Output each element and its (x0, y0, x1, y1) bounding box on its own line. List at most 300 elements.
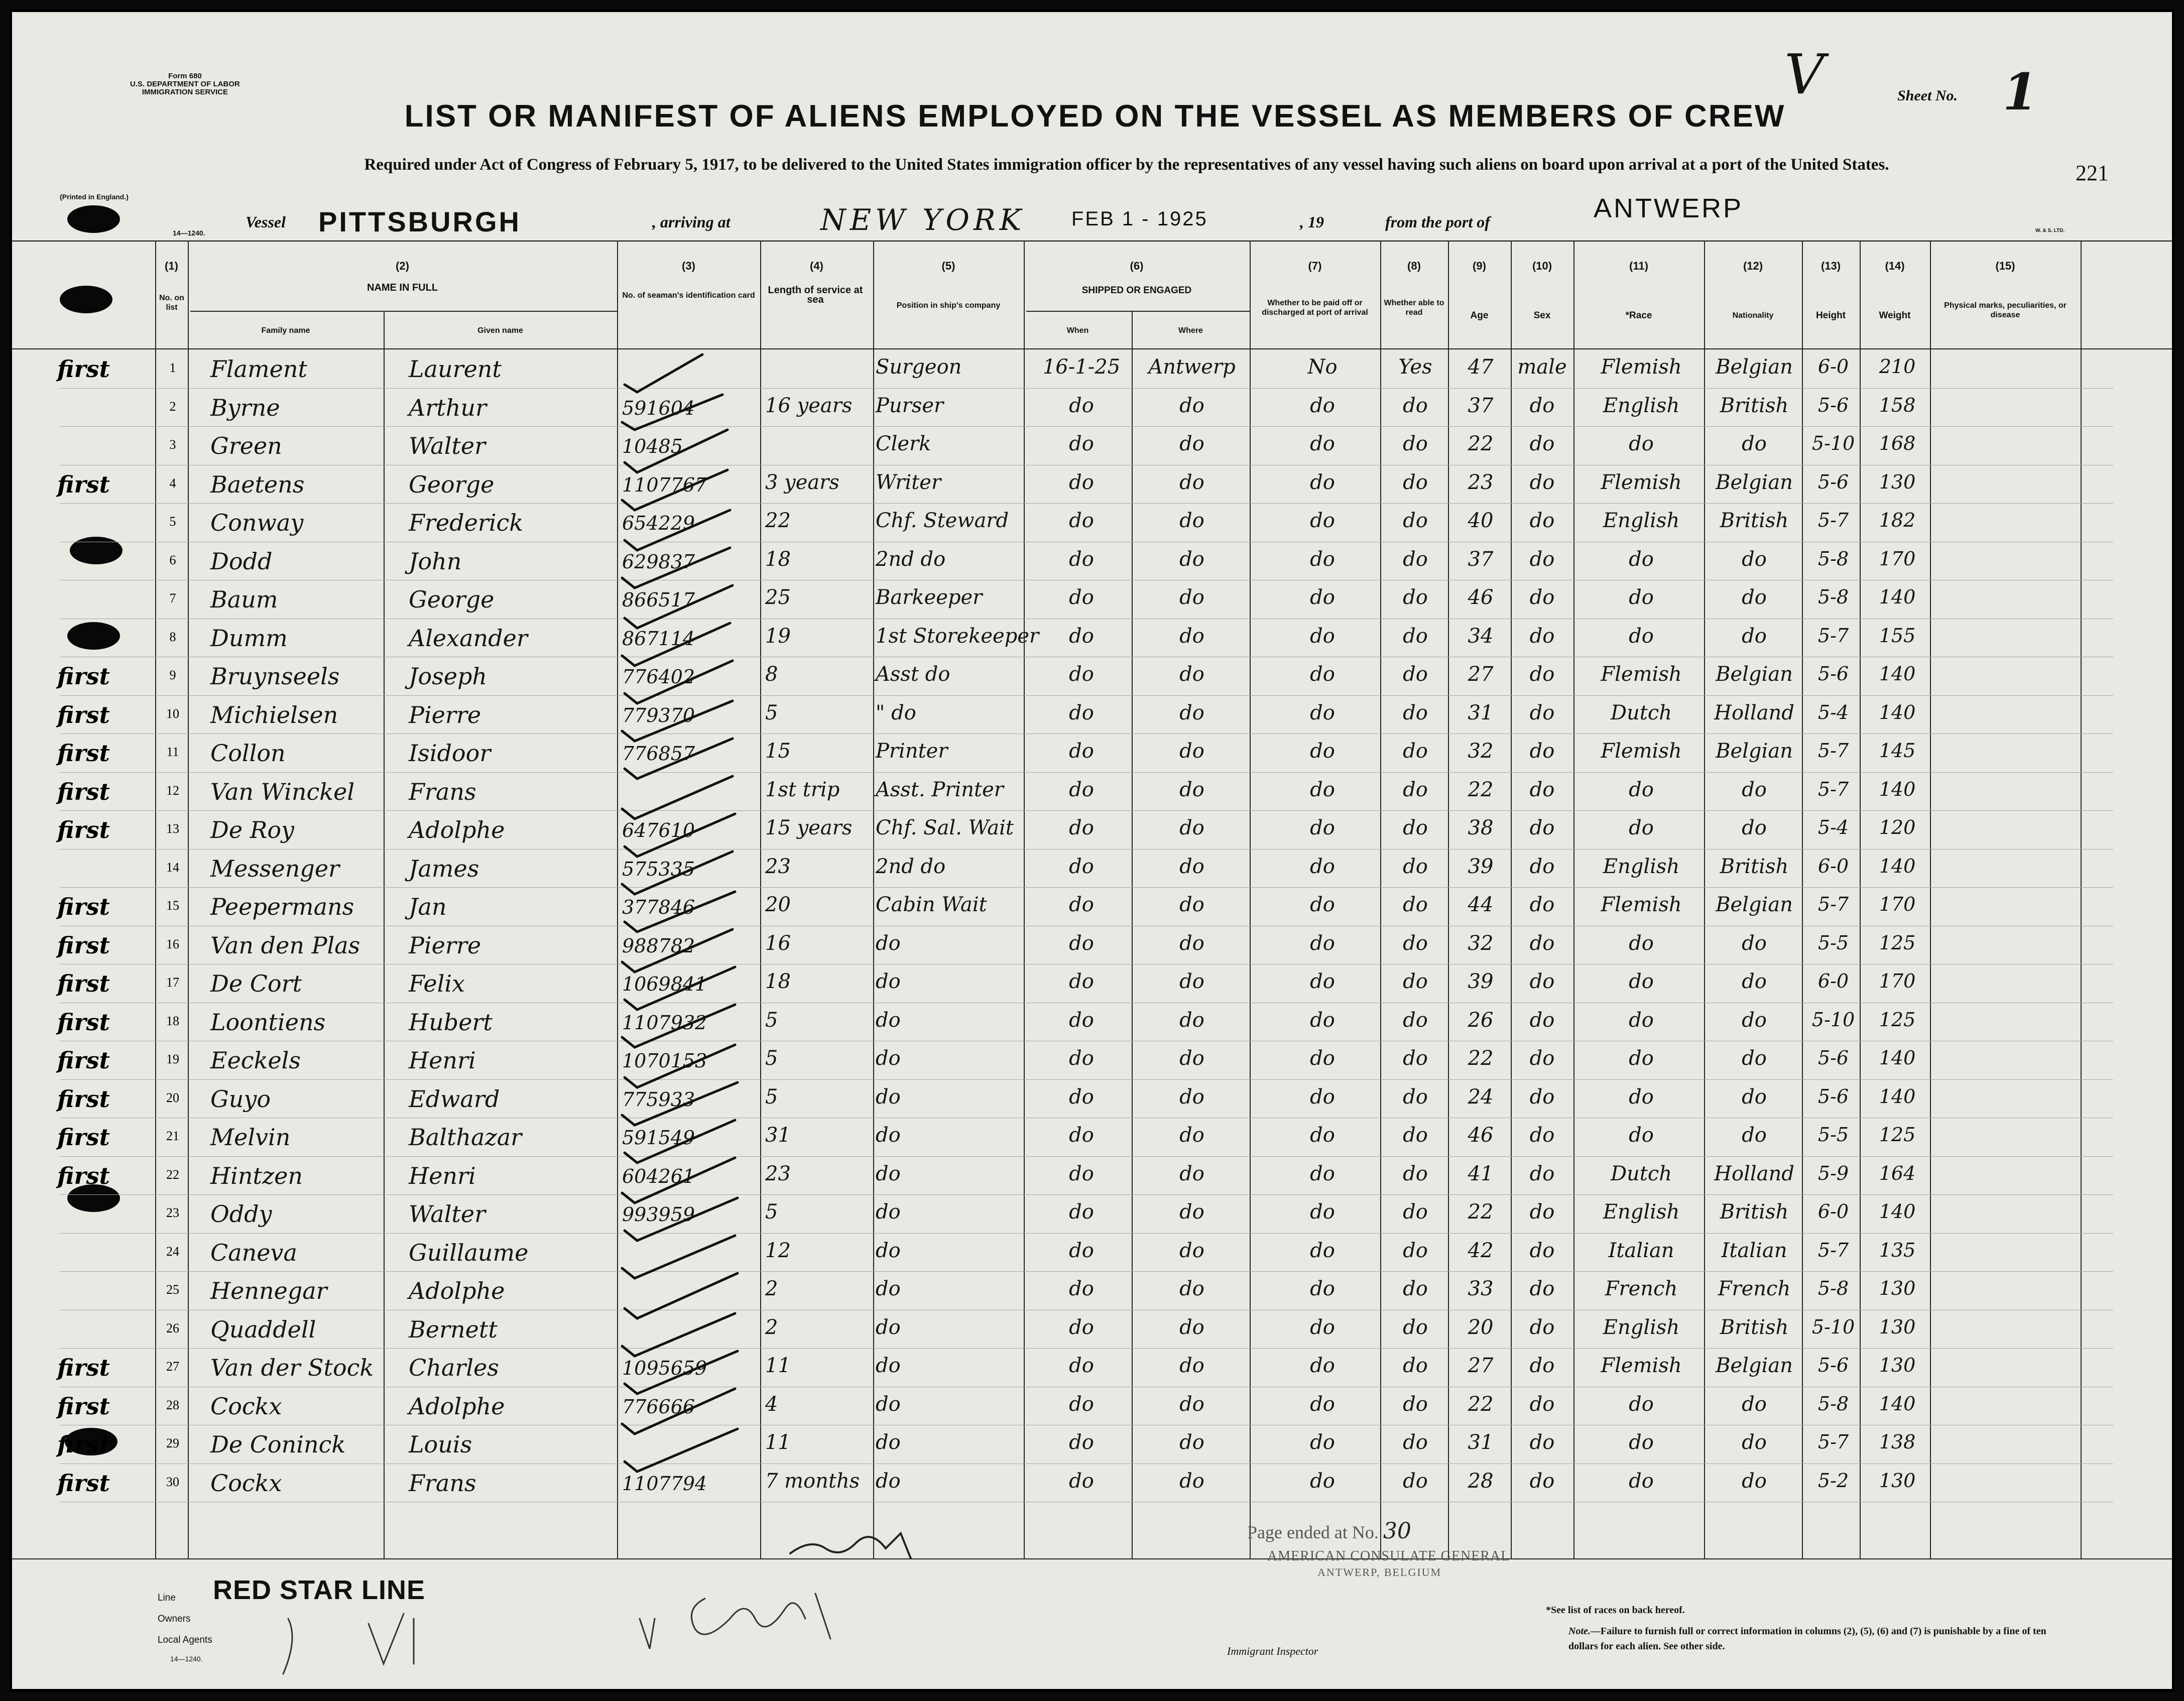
sex: do (1529, 547, 1555, 571)
weight: 158 (1879, 394, 1916, 416)
page-ref: 221 (2076, 161, 2109, 185)
weight: 130 (1879, 470, 1916, 493)
sex: do (1529, 778, 1555, 801)
able-to-read: do (1403, 1469, 1428, 1493)
position: do (876, 1162, 901, 1185)
able-to-read: Yes (1398, 355, 1432, 379)
family-name: Van Winckel (210, 778, 355, 805)
able-to-read: do (1403, 1085, 1428, 1109)
col-service: Length of service at sea (768, 285, 863, 305)
family-name: Collon (210, 740, 286, 767)
weight: 125 (1879, 1008, 1916, 1031)
height: 5-7 (1817, 1431, 1849, 1453)
table-row (12, 1350, 2175, 1388)
weight: 125 (1879, 931, 1916, 954)
card-number: 654229 (622, 512, 695, 534)
race: do (1629, 1008, 1654, 1032)
position: do (876, 931, 901, 955)
age: 27 (1468, 663, 1494, 686)
table-row (12, 1389, 2175, 1427)
table-row (12, 1273, 2175, 1311)
paid-off: do (1310, 1047, 1335, 1070)
height: 5-6 (1817, 1085, 1849, 1108)
row-number: 22 (166, 1167, 179, 1182)
given-name: James (409, 855, 479, 882)
nationality: Belgian (1716, 470, 1793, 494)
shipped-when: do (1069, 1162, 1094, 1185)
position: Chf. Sal. Wait (876, 816, 1014, 839)
height: 5-7 (1817, 509, 1849, 531)
paid-off: do (1310, 624, 1335, 648)
position: Asst. Printer (876, 778, 1004, 801)
sex: do (1529, 1354, 1555, 1377)
table-row (12, 851, 2175, 889)
paid-off: do (1310, 893, 1335, 916)
col-num-15: (15) (1995, 260, 2015, 272)
weight: 164 (1879, 1162, 1916, 1184)
col-nationality: Nationality (1732, 311, 1774, 320)
card-number: 988782 (622, 934, 695, 957)
shipped-where: do (1179, 778, 1204, 801)
age: 46 (1468, 1124, 1494, 1147)
paid-off: do (1310, 663, 1335, 686)
punch-hole (67, 205, 120, 233)
position: Surgeon (876, 355, 962, 379)
card-number: 779370 (622, 704, 695, 726)
service-length: 16 (765, 931, 791, 955)
row-number: 2 (169, 399, 176, 414)
shipped-when: do (1069, 1277, 1094, 1300)
shipped-when: do (1069, 701, 1094, 724)
paid-off: do (1310, 1315, 1335, 1339)
table-row (12, 1005, 2175, 1043)
position: " do (876, 701, 916, 724)
able-to-read: do (1403, 893, 1428, 916)
sex: do (1529, 586, 1555, 609)
row-number: 11 (166, 745, 179, 759)
shipped-when: do (1069, 740, 1094, 763)
row-number: 1 (169, 360, 176, 375)
first-mark: first (57, 1047, 110, 1074)
race: do (1629, 1047, 1654, 1070)
service-length: 15 (765, 740, 791, 763)
age: 33 (1468, 1277, 1494, 1300)
service-length: 23 (765, 1162, 791, 1185)
shipped-where: do (1179, 701, 1204, 724)
service-length: 7 months (765, 1469, 860, 1493)
vessel-name: PITTSBURGH (318, 206, 521, 237)
family-name: Cockx (210, 1392, 282, 1420)
table-row (12, 467, 2175, 505)
sex: do (1529, 740, 1555, 763)
col-where: Where (1178, 326, 1203, 335)
col-when: When (1066, 326, 1089, 335)
row-number: 26 (166, 1320, 179, 1335)
age: 32 (1468, 931, 1494, 955)
family-name: Michielsen (210, 701, 338, 728)
shipped-when: do (1069, 470, 1094, 494)
family-name: De Coninck (210, 1431, 346, 1458)
paid-off: do (1310, 1008, 1335, 1032)
manifest-page (9, 9, 2175, 1692)
vessel-label: Vessel (246, 213, 286, 231)
table-row (12, 736, 2175, 774)
row-number: 4 (169, 475, 176, 491)
position: do (876, 1200, 901, 1224)
shipped-when: do (1069, 547, 1094, 571)
race: do (1629, 778, 1654, 801)
family-name: Quaddell (210, 1315, 316, 1343)
card-number: 591549 (622, 1127, 695, 1149)
weight: 145 (1879, 740, 1916, 762)
sex: do (1529, 816, 1555, 839)
row-number: 6 (169, 552, 176, 567)
form-title: LIST OR MANIFEST OF ALIENS EMPLOYED ON THE VESSEL AS MEMBERS OF CREW (404, 99, 1786, 134)
family-name: Flament (210, 355, 308, 383)
height: 5-4 (1817, 816, 1849, 838)
age: 23 (1468, 470, 1494, 494)
height: 5-6 (1817, 663, 1849, 685)
table-row (12, 1235, 2175, 1273)
signature-scribbles (253, 1589, 956, 1689)
weight: 125 (1879, 1124, 1916, 1146)
age: 34 (1468, 624, 1494, 648)
first-mark: first (57, 893, 110, 920)
given-name: Adolphe (409, 816, 505, 843)
family-name: Byrne (210, 394, 280, 421)
row-number: 29 (166, 1436, 179, 1450)
shipped-when: do (1069, 663, 1094, 686)
row-number: 19 (166, 1052, 179, 1066)
sheet-label: Sheet No. (1897, 87, 1958, 104)
family-name: Eeckels (210, 1047, 301, 1074)
race: Flemish (1601, 470, 1682, 494)
table-row (12, 390, 2175, 428)
family-name: Van den Plas (210, 931, 360, 959)
row-number: 7 (169, 591, 176, 605)
family-name: Baetens (210, 470, 305, 498)
race: do (1629, 432, 1654, 455)
card-number: 1107767 (622, 473, 707, 496)
nationality: Belgian (1716, 355, 1793, 379)
able-to-read: do (1403, 1277, 1428, 1300)
first-mark: first (57, 1124, 110, 1151)
date-stamp: FEB 1 - 1925 (1071, 208, 1208, 230)
given-name: Isidoor (409, 740, 491, 767)
race: do (1629, 1085, 1654, 1109)
sex: do (1529, 1277, 1555, 1300)
first-mark: first (57, 816, 110, 843)
col-num-3: (3) (682, 260, 695, 272)
position: do (876, 1277, 901, 1300)
position: do (876, 1315, 901, 1339)
table-row (12, 621, 2175, 659)
row-number: 28 (166, 1397, 179, 1412)
race: do (1629, 1431, 1654, 1454)
height: 5-8 (1817, 1277, 1849, 1299)
row-number: 16 (166, 936, 179, 951)
page-ended-stamp: Page ended at No. 30 (1247, 1518, 1411, 1544)
height: 5-8 (1817, 547, 1849, 570)
sex: do (1529, 1431, 1555, 1454)
service-length: 23 (765, 855, 791, 878)
sex: do (1529, 1124, 1555, 1147)
height: 5-8 (1817, 1392, 1849, 1415)
height: 5-8 (1817, 586, 1849, 608)
col-num-7: (7) (1308, 260, 1322, 272)
given-name: Frans (409, 778, 476, 805)
shipped-when: do (1069, 1200, 1094, 1224)
col-num-6: (6) (1130, 260, 1144, 272)
race: Flemish (1601, 1354, 1682, 1377)
able-to-read: do (1403, 816, 1428, 839)
sex: do (1529, 1008, 1555, 1032)
nationality: do (1742, 547, 1767, 571)
footer-code: 14—1240. (170, 1655, 203, 1663)
age: 24 (1468, 1085, 1494, 1109)
given-name: Edward (409, 1085, 500, 1113)
card-number: 1107932 (622, 1011, 707, 1034)
card-number: 993959 (622, 1203, 695, 1226)
shipped-where: do (1179, 1392, 1204, 1416)
service-length: 11 (765, 1354, 791, 1377)
first-mark: first (57, 1008, 110, 1036)
col-given-name: Given name (477, 326, 523, 335)
age: 22 (1468, 1200, 1494, 1224)
paid-off: do (1310, 1392, 1335, 1416)
position: Clerk (876, 432, 931, 455)
age: 22 (1468, 432, 1494, 455)
agents-label: Local Agents (158, 1635, 212, 1645)
given-name: Felix (409, 970, 465, 997)
able-to-read: do (1403, 1392, 1428, 1416)
shipped-where: do (1179, 1315, 1204, 1339)
position: Purser (876, 394, 944, 417)
able-to-read: do (1403, 470, 1428, 494)
weight: 140 (1879, 1200, 1916, 1223)
race: Flemish (1601, 740, 1682, 763)
nationality: British (1720, 855, 1789, 878)
given-name: Walter (409, 432, 486, 459)
nationality: Holland (1714, 1162, 1794, 1185)
race: English (1603, 855, 1680, 878)
family-name: Peepermans (210, 893, 354, 920)
shipped-where: do (1179, 1200, 1204, 1224)
card-number: 1107794 (622, 1472, 707, 1495)
table-row (12, 1043, 2175, 1081)
race: do (1629, 1469, 1654, 1493)
table-row (12, 428, 2175, 466)
family-name: Oddy (210, 1200, 272, 1228)
card-number: 591604 (622, 397, 695, 419)
shipped-when: do (1069, 931, 1094, 955)
position: do (876, 1008, 901, 1032)
table-row (12, 774, 2175, 812)
position: 1st Storekeeper (876, 624, 1039, 648)
able-to-read: do (1403, 547, 1428, 571)
weight: 210 (1879, 355, 1916, 378)
paid-off: do (1310, 740, 1335, 763)
paid-off: do (1310, 1162, 1335, 1185)
weight: 140 (1879, 586, 1916, 608)
card-number: 604261 (622, 1165, 695, 1187)
weight: 140 (1879, 663, 1916, 685)
paid-off: do (1310, 1277, 1335, 1300)
sex: do (1529, 432, 1555, 455)
paid-off: do (1310, 816, 1335, 839)
paid-off: No (1307, 355, 1338, 379)
service-length: 20 (765, 893, 791, 916)
sex: do (1529, 931, 1555, 955)
service-length: 25 (765, 586, 791, 609)
given-name: Henri (409, 1047, 476, 1074)
col-num-5: (5) (941, 260, 955, 272)
shipped-when: 16-1-25 (1042, 355, 1121, 379)
shipped-where: do (1179, 586, 1204, 609)
card-number: 867114 (622, 627, 695, 650)
col-num-14: (14) (1885, 260, 1905, 272)
age: 42 (1468, 1239, 1494, 1262)
row-number: 3 (169, 437, 176, 452)
nationality: do (1742, 1085, 1767, 1109)
nationality: do (1742, 1431, 1767, 1454)
weight: 130 (1879, 1354, 1916, 1376)
paid-off: do (1310, 1124, 1335, 1147)
given-name: George (409, 470, 495, 498)
height: 5-7 (1817, 1239, 1849, 1261)
shipped-where: do (1179, 432, 1204, 455)
card-number: 575335 (622, 858, 695, 880)
family-name: Messenger (210, 855, 340, 882)
given-name: Laurent (409, 355, 502, 383)
shipped-when: do (1069, 1008, 1094, 1032)
given-name: Adolphe (409, 1392, 505, 1420)
paid-off: do (1310, 970, 1335, 993)
row-number: 17 (166, 975, 179, 990)
shipped-where: do (1179, 394, 1204, 417)
race: French (1605, 1277, 1678, 1300)
able-to-read: do (1403, 855, 1428, 878)
height: 5-7 (1817, 778, 1849, 800)
shipped-where: do (1179, 893, 1204, 916)
position: 2nd do (876, 547, 946, 571)
row-number: 9 (169, 668, 176, 682)
age: 22 (1468, 778, 1494, 801)
able-to-read: do (1403, 1162, 1428, 1185)
race: Italian (1608, 1239, 1674, 1262)
nationality: Italian (1721, 1239, 1787, 1262)
shipped-when: do (1069, 1469, 1094, 1493)
sex: do (1529, 624, 1555, 648)
shipped-where: do (1179, 547, 1204, 571)
height: 5-7 (1817, 624, 1849, 647)
card-number: 1069841 (622, 973, 707, 995)
family-name: Hennegar (210, 1277, 327, 1304)
shipped-where: do (1179, 509, 1204, 532)
race: do (1629, 816, 1654, 839)
service-length: 1st trip (765, 778, 840, 801)
col-weight: Weight (1879, 310, 1911, 321)
service-length: 5 (765, 701, 778, 724)
service-length: 5 (765, 1008, 778, 1032)
table-row (12, 1158, 2175, 1196)
first-mark: first (57, 740, 110, 767)
shipped-where: do (1179, 1431, 1204, 1454)
table-row (12, 697, 2175, 736)
nationality: Belgian (1716, 663, 1793, 686)
service-length: 5 (765, 1200, 778, 1224)
sex: do (1529, 1047, 1555, 1070)
note-text: Note.—Failure to furnish full or correct information in columns (2), (5), (6) and (7) is punishable by a fine of ten dollars for each alien. See other side. (1568, 1626, 2046, 1652)
shipped-where: do (1179, 855, 1204, 878)
first-mark: first (57, 1354, 110, 1381)
able-to-read: do (1403, 701, 1428, 724)
weight: 120 (1879, 816, 1916, 838)
service-length: 11 (765, 1431, 791, 1454)
nationality: Holland (1714, 701, 1794, 724)
shipped-where: do (1179, 1239, 1204, 1262)
col-num-2: (2) (396, 260, 409, 272)
given-name: Jan (409, 893, 447, 920)
weight: 140 (1879, 1047, 1916, 1069)
nationality: Belgian (1716, 893, 1793, 916)
row-number: 10 (166, 706, 179, 721)
sex: do (1529, 893, 1555, 916)
age: 22 (1468, 1047, 1494, 1070)
family-name: De Cort (210, 970, 302, 997)
family-name: Baum (210, 586, 278, 613)
card-number: 377846 (622, 896, 695, 918)
given-name: Henri (409, 1162, 476, 1189)
weight: 168 (1879, 432, 1916, 454)
nationality: do (1742, 432, 1767, 455)
height: 5-10 (1811, 1008, 1855, 1031)
service-length: 5 (765, 1085, 778, 1109)
height: 5-10 (1811, 1315, 1855, 1338)
weight: 140 (1879, 1085, 1916, 1108)
sex: do (1529, 470, 1555, 494)
col-shipped: SHIPPED OR ENGAGED (1081, 285, 1192, 296)
row-number: 15 (166, 898, 179, 913)
shipped-when: do (1069, 586, 1094, 609)
first-mark: first (57, 1431, 110, 1458)
height: 6-0 (1817, 970, 1849, 992)
shipped-when: do (1069, 509, 1094, 532)
family-name: Green (210, 432, 282, 459)
shipped-where: do (1179, 970, 1204, 993)
row-number: 27 (166, 1359, 179, 1374)
position: Writer (876, 470, 941, 494)
nationality: do (1742, 970, 1767, 993)
able-to-read: do (1403, 1354, 1428, 1377)
age: 20 (1468, 1315, 1494, 1339)
race: Dutch (1610, 701, 1672, 724)
row-number: 20 (166, 1090, 179, 1105)
shipped-when: do (1069, 624, 1094, 648)
race: do (1629, 547, 1654, 571)
col-num-13: (13) (1821, 260, 1841, 272)
from-label: from the port of (1385, 213, 1490, 231)
given-name: Frans (409, 1469, 476, 1497)
col-height: Height (1815, 310, 1846, 321)
card-number: 776857 (622, 743, 695, 765)
shipped-when: do (1069, 1085, 1094, 1109)
service-length: 31 (765, 1124, 791, 1147)
shipped-where: Antwerp (1148, 355, 1236, 379)
sex: do (1529, 1469, 1555, 1493)
family-name: Conway (210, 509, 304, 536)
weight: 155 (1879, 624, 1916, 647)
